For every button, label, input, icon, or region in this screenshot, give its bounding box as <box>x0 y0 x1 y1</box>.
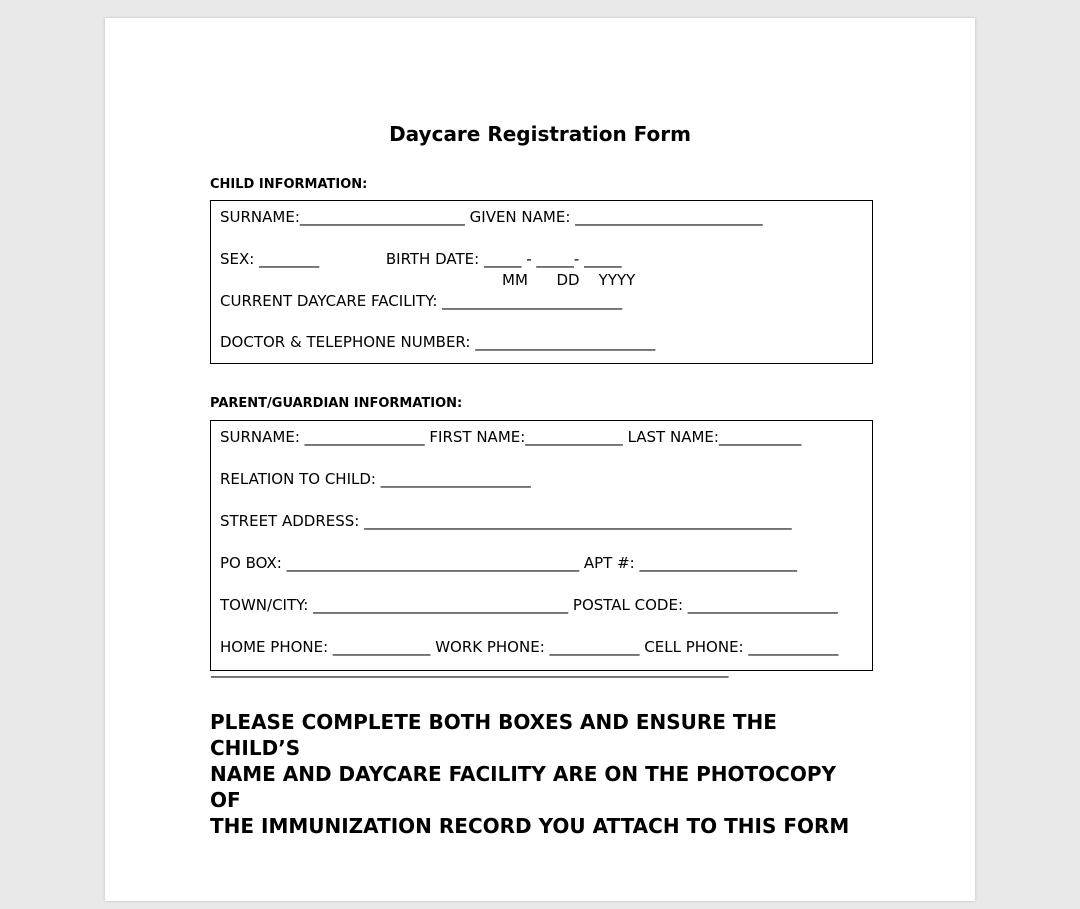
field-town-city-postal-code: TOWN/CITY: __________________________________ POSTAL CODE: ____________________ <box>220 596 838 614</box>
parent-info-box <box>210 420 873 678</box>
field-phone-overflow-line: _____________________________________________________________________ <box>211 660 729 678</box>
field-sex-birth-date: SEX: ________ BIRTH DATE: _____ - _____- _____ <box>220 250 622 268</box>
child-section-heading: CHILD INFORMATION: <box>210 177 368 192</box>
field-current-daycare-facility: CURRENT DAYCARE FACILITY: ________________________ <box>220 292 623 310</box>
footer-note-line: THE IMMUNIZATION RECORD YOU ATTACH TO THIS FORM <box>210 814 850 838</box>
form-area <box>210 176 873 839</box>
field-po-box-apt: PO BOX: _______________________________________ APT #: _____________________ <box>220 554 797 572</box>
parent-section-heading: PARENT/GUARDIAN INFORMATION: <box>210 396 463 411</box>
footer-note-line: NAME AND DAYCARE FACILITY ARE ON THE PHOTOCOPY OF <box>210 762 836 812</box>
form-title: Daycare Registration Form <box>389 122 691 146</box>
birth-date-format-labels: MM DD YYYY <box>502 271 636 289</box>
field-surname-given-name: SURNAME:______________________ GIVEN NAME: _________________________ <box>220 208 763 226</box>
footer-note <box>210 709 873 839</box>
field-phone-numbers: HOME PHONE: _____________ WORK PHONE: ____________ CELL PHONE: ____________ <box>220 638 839 656</box>
field-parent-names: SURNAME: ________________ FIRST NAME:_____________ LAST NAME:___________ <box>220 428 802 446</box>
child-info-box <box>210 200 873 364</box>
field-street-address: STREET ADDRESS: _________________________________________________________ <box>220 512 792 530</box>
document-page <box>105 18 975 901</box>
field-relation-to-child: RELATION TO CHILD: ____________________ <box>220 470 531 488</box>
footer-note-line: PLEASE COMPLETE BOTH BOXES AND ENSURE THE CHILD’S <box>210 710 777 760</box>
field-doctor-telephone-number: DOCTOR & TELEPHONE NUMBER: ________________________ <box>220 333 656 351</box>
